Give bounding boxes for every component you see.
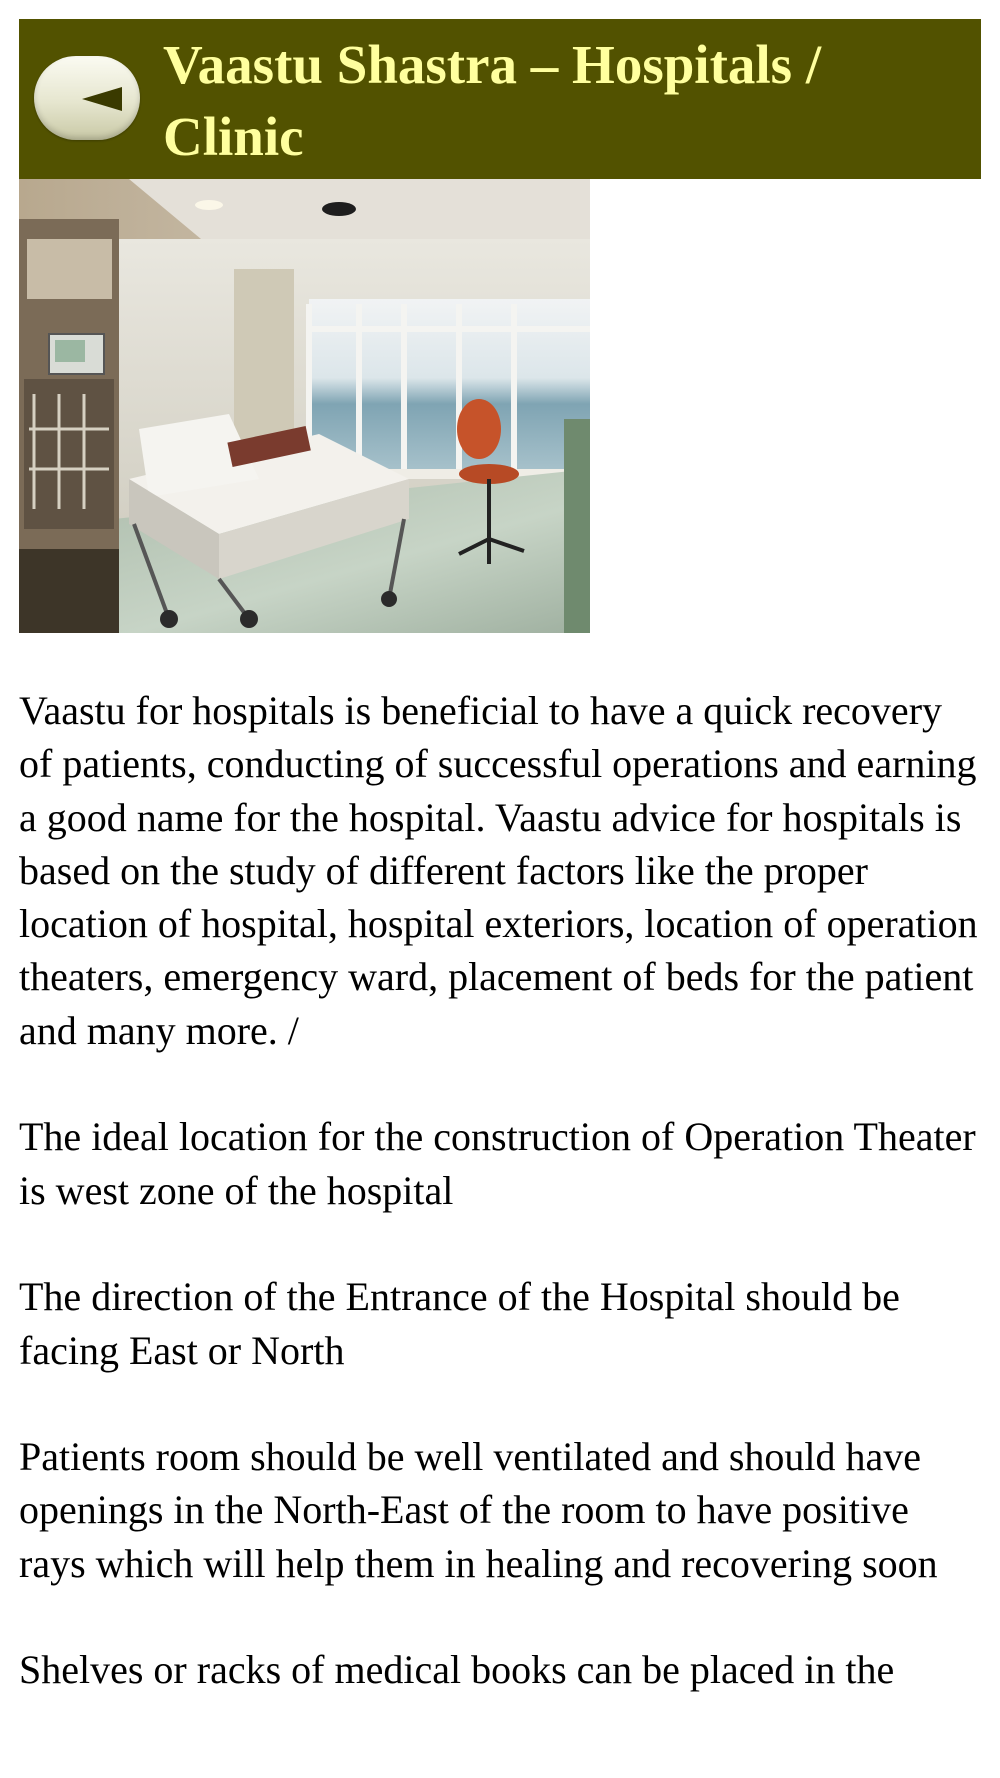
paragraph: The direction of the Entrance of the Hospital should be facing East or North: [19, 1274, 900, 1373]
header-bar: [19, 19, 981, 179]
paragraph: Vaastu for hospitals is beneficial to have a quick recovery of patients, conducting of successful operations and earning a good name for the hospital. Vaastu advice for hospitals is based on the study of different factors like the proper location of hospital, hospital exteriors, location of operation theaters, emergency ward, placement of beds for the patient and many more. /: [19, 688, 978, 1053]
article-body: [19, 684, 981, 1750]
paragraph: Shelves or racks of medical books can be placed in the: [19, 1647, 895, 1693]
paragraph: Patients room should be well ventilated and should have openings in the North-East of the room to have positive rays which will help them in healing and recovering soon: [19, 1434, 938, 1586]
hospital-room-image: [19, 179, 590, 633]
page-title: Vaastu Shastra – Hospitals / Clinic: [163, 34, 822, 167]
back-button[interactable]: [34, 56, 140, 140]
paragraph: The ideal location for the construction of Operation Theater is west zone of the hospital: [19, 1114, 976, 1213]
back-arrow-icon: [82, 87, 122, 111]
